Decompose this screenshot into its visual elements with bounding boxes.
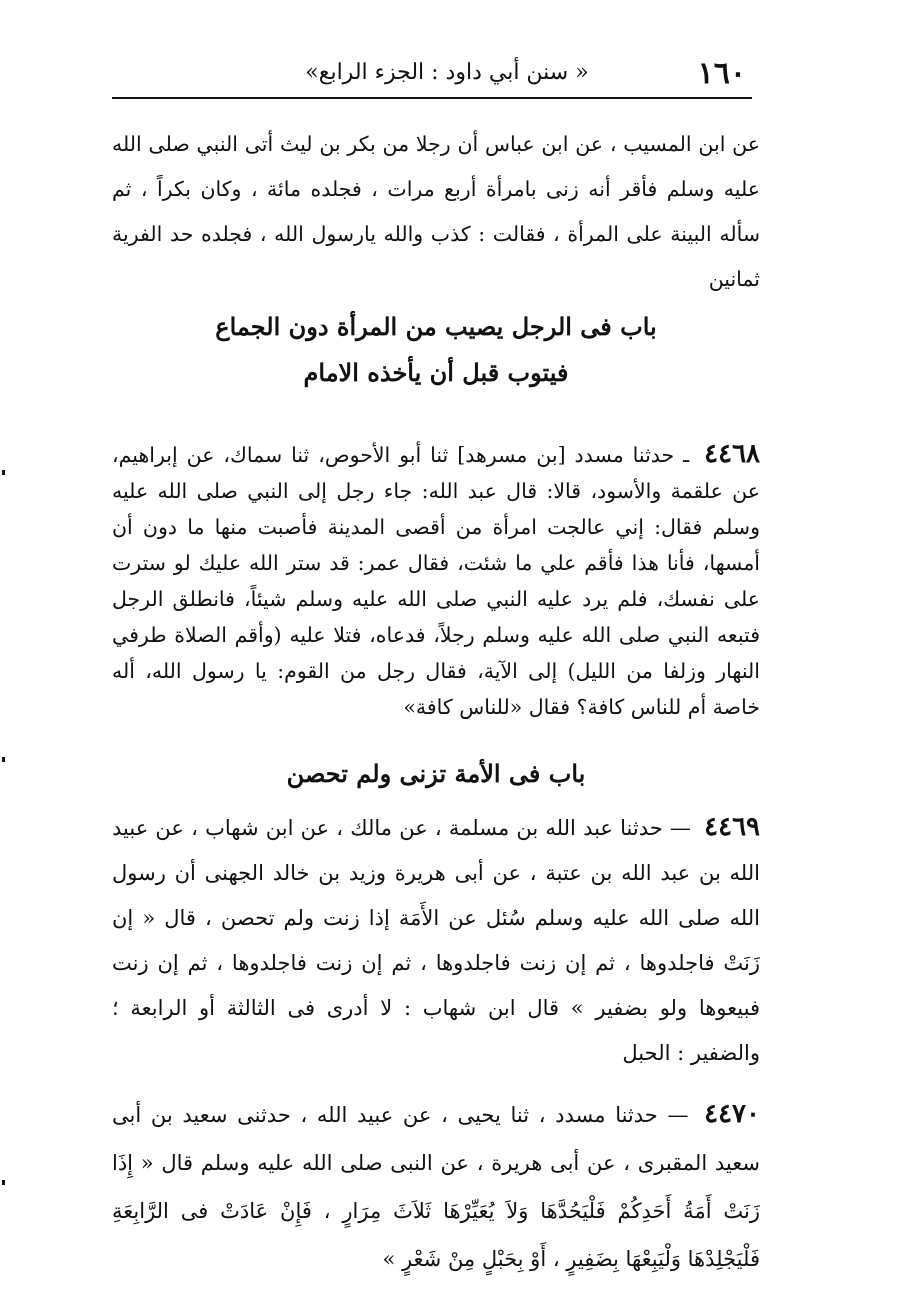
hadith-4468 — [112, 436, 760, 725]
chapter-heading-1 — [112, 304, 760, 396]
hadith-4469 — [112, 805, 760, 1076]
scan-margin-mark — [2, 1180, 5, 1185]
header-rule — [112, 97, 752, 99]
hadith-text: — حدثنا عبد الله بن مسلمة ، عن مالك ، عن ابن شهاب ، عن عبيد الله بن عبد الله بن عتبة ، عن أبى هريرة وزيد بن خالد الجهنى أن رسول الله صلى الله عليه وسلم سُئل عن الأَمَة إذا زنت ولم تحصن ، قال « إن زَنَتْ فاجلدوها ، ثم إن زنت فاجلدوها ، ثم إن زنت فاجلدوها ، ثم إن زنت فبيعوها ولو بضفير » قال ابن شهاب : لا أدرى فى الثالثة أو الرابعة ؛ والضفير : الحبل — [112, 816, 760, 1065]
hadith-4470 — [112, 1090, 760, 1283]
scan-margin-mark — [2, 757, 5, 762]
page-number: ١٦٠ — [697, 56, 746, 91]
hadith-text: ـ حدثنا مسدد [بن مسرهد] ثنا أبو الأحوص، ثنا سماك، عن إبراهيم، عن علقمة والأسود، قالا: قال عبد الله: جاء رجل إلى النبي صلى الله عليه وسلم فقال: إني عالجت امرأة من أقصى المدينة فأصبت منها ما دون أن أمسها، فأنا هذا فأقم علي ما شئت، فقال عمر: قد ستر الله عليك لو سترت على نفسك، فلم يرد عليه النبي صلى الله عليه وسلم شيئاً، فانطلق الرجل فتبعه النبي صلى الله عليه وسلم رجلاً، فدعاه، فتلا عليه (وأقم الصلاة طرفي النهار وزلفا من الليل) إلى الآية، فقال رجل من القوم: يا رسول الله، أله خاصة أم للناس كافة؟ فقال «للناس كافة» — [112, 443, 760, 719]
scan-margin-mark — [2, 470, 5, 475]
chapter-heading-2: باب فى الأمة تزنى ولم تحصن — [286, 759, 586, 788]
chapter-heading-1-line-2: فيتوب قبل أن يأخذه الامام — [303, 358, 569, 387]
page-header — [112, 52, 752, 96]
running-title: « سنن أبي داود : الجزء الرابع» — [305, 60, 589, 85]
hadith-number: ٤٤٦٩ — [704, 812, 760, 842]
continued-hadith-text: عن ابن المسيب ، عن ابن عباس أن رجلا من بكر بن ليث أتى النبي صلى الله عليه وسلم فأقر أنه زنى بامرأة أربع مرات ، فجلده مائة ، وكان بكراً ، ثم سأله البينة على المرأة ، فقالت : كذب والله يارسول الله ، فجلده حد الفرية ثمانين — [112, 132, 760, 291]
hadith-number: ٤٤٦٨ — [704, 439, 760, 469]
page-body — [112, 122, 760, 1283]
hadith-text: — حدثنا مسدد ، ثنا يحيى ، عن عبيد الله ، حدثنى سعيد بن أبى سعيد المقبرى ، عن أبى هريرة ، عن النبى صلى الله عليه وسلم قال « إِذَا زَنَتْ أَمَةُ أَحَدِكُمْ فَلْيَحُدَّهَا وَلاَ يُعَيِّرْهَا ثَلاَثَ مِرَارٍ ، فَإِنْ عَادَتْ فى الرَّابِعَةِ فَلْيَجْلِدْهَا وَلْيَبِعْهَا بِضَفِيرٍ ، أَوْ بِحَبْلٍ مِنْ شَعْرٍ » — [112, 1103, 760, 1271]
chapter-heading-1-line-1: باب فى الرجل يصيب من المرأة دون الجماع — [215, 312, 657, 341]
hadith-number: ٤٤٧٠ — [704, 1099, 760, 1129]
